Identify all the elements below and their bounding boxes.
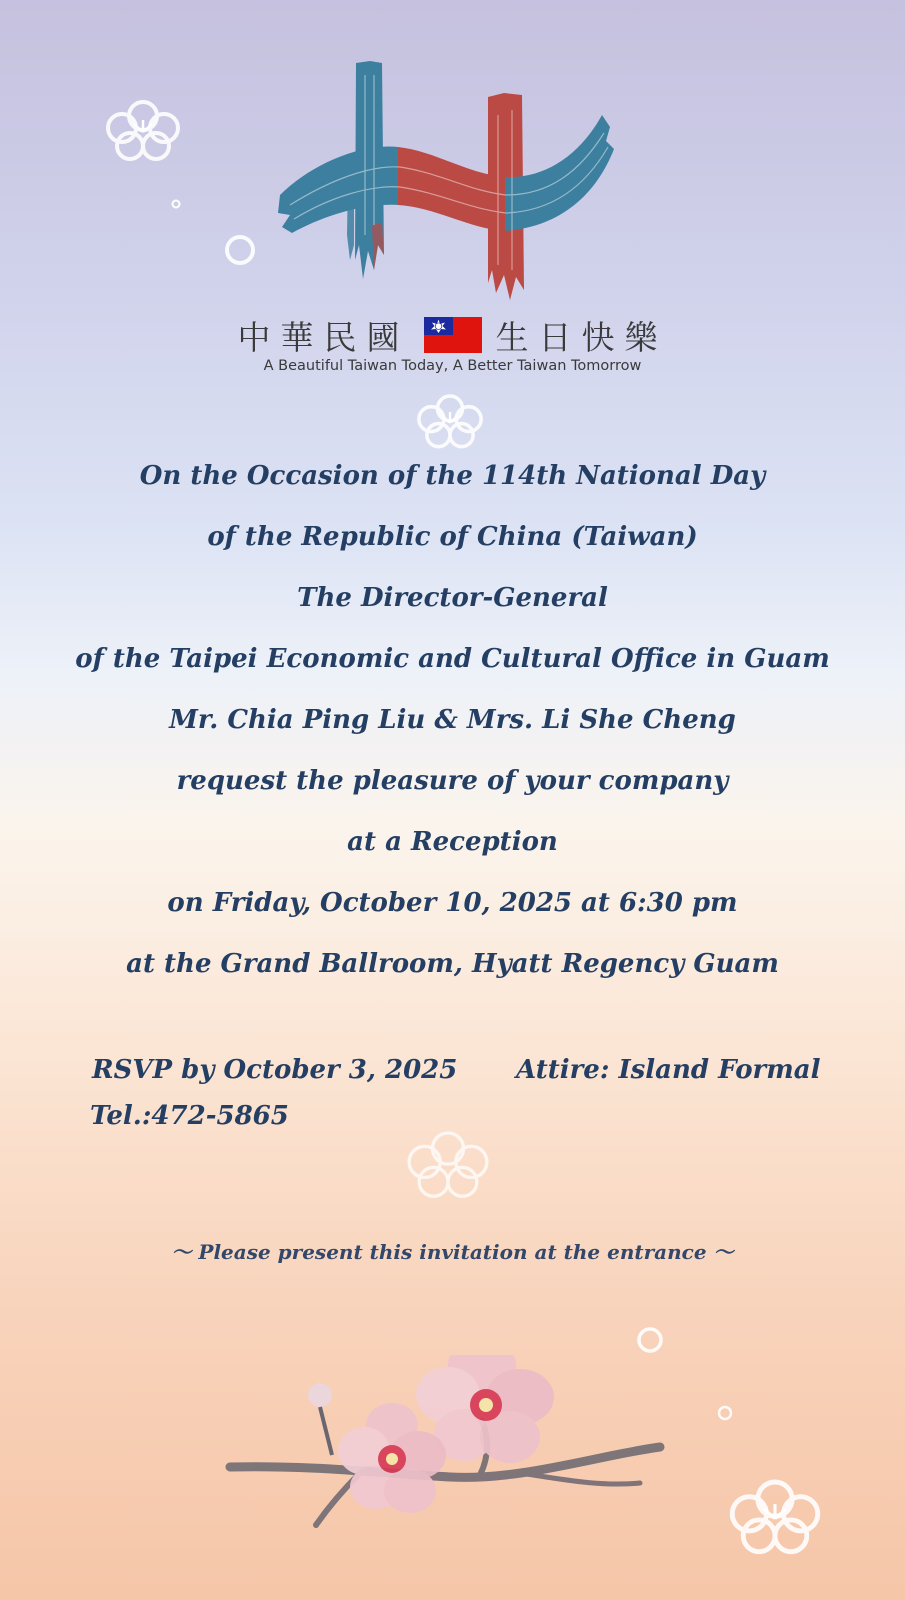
plum-blossom-outline-icon <box>720 1472 830 1558</box>
logo-slogan: A Beautiful Taiwan Today, A Better Taiwan Tomorrow <box>263 358 642 374</box>
invitation-line: at a Reception <box>347 827 558 857</box>
bubble-icon <box>222 232 258 268</box>
invitation-line: of the Taipei Economic and Cultural Office in Guam <box>75 644 830 674</box>
logo-chinese-title <box>0 312 905 358</box>
invitation-line: request the pleasure of your company <box>176 766 729 796</box>
invitation-line: On the Occasion of the 114th National Day <box>139 461 766 491</box>
logo-chinese-right: 生日快樂 <box>495 317 668 357</box>
contact-phone: Tel.:472-5865 <box>90 1101 289 1131</box>
national-day-logo-icon <box>270 55 630 305</box>
roc-flag-icon <box>424 317 482 353</box>
bubble-icon <box>170 198 182 210</box>
invitation-line: on Friday, October 10, 2025 at 6:30 pm <box>167 888 738 918</box>
invitation-line: The Director-General <box>297 583 608 613</box>
details-row <box>92 1055 832 1089</box>
plum-blossom-branch-icon <box>220 1355 680 1600</box>
bubble-icon <box>634 1324 666 1356</box>
plum-blossom-outline-icon <box>410 390 490 450</box>
attire-note: Attire: Island Formal <box>516 1055 821 1085</box>
invitation-line: at the Grand Ballroom, Hyatt Regency Guam <box>126 949 779 979</box>
entrance-note: ～ Please present this invitation at the entrance ～ <box>171 1240 734 1264</box>
invitation-text <box>0 446 905 995</box>
rsvp-deadline: RSVP by October 3, 2025 <box>92 1055 458 1085</box>
invitation-line: of the Republic of China (Taiwan) <box>207 522 698 552</box>
plum-blossom-outline-icon <box>98 96 188 162</box>
logo-chinese-left: 中華民國 <box>237 317 410 357</box>
bubble-icon <box>716 1404 734 1422</box>
invitation-line: Mr. Chia Ping Liu & Mrs. Li She Cheng <box>169 705 736 735</box>
plum-blossom-outline-icon <box>398 1118 498 1208</box>
